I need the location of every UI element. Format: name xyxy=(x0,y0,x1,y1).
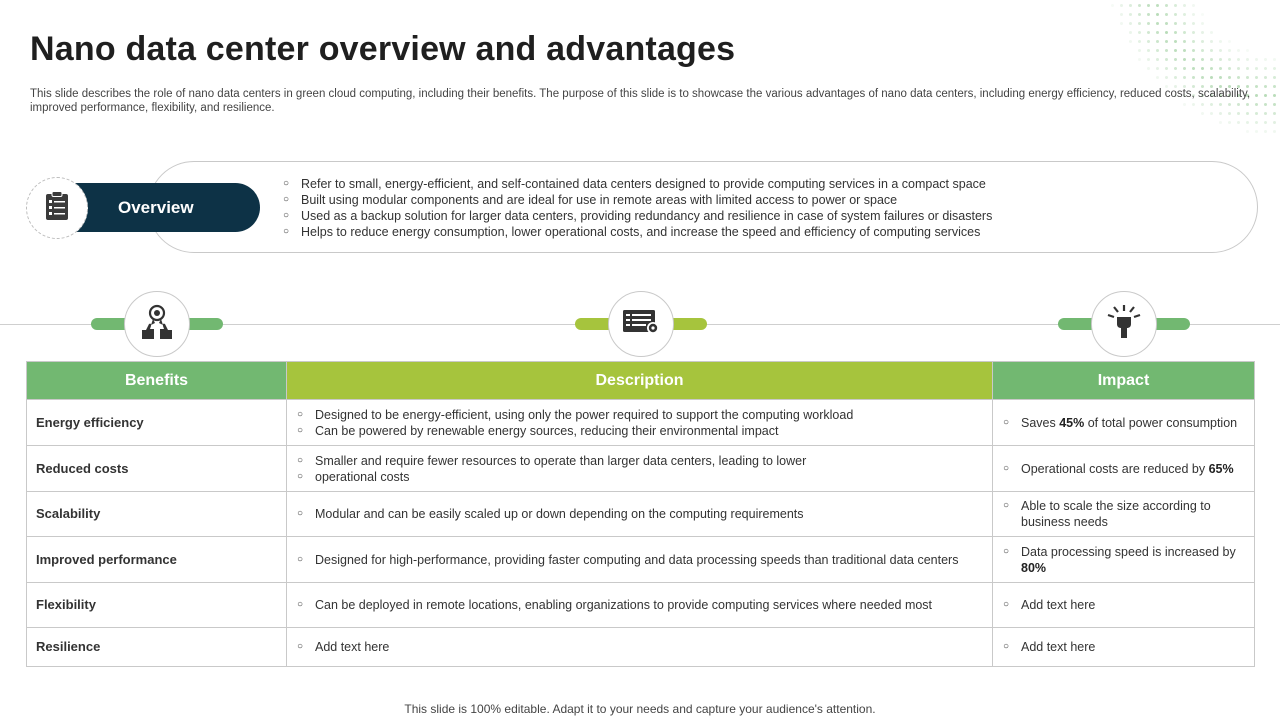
decorative-dot xyxy=(1201,49,1204,52)
description-point: ○ operational costs xyxy=(295,469,984,485)
page-subtitle: This slide describes the role of nano data centers in green cloud computing, including their benefits. The purpose of this slide is to showcase the various advantages of nano data centers, including energy efficiency, reduced costs, scalability, improved performance, flexibility, and resilience. xyxy=(30,88,1251,114)
impact-point xyxy=(1001,415,1246,431)
decorative-dot xyxy=(1264,58,1267,61)
decorative-dot xyxy=(1192,22,1195,25)
decorative-dot xyxy=(1246,76,1249,79)
page-title: Nano data center overview and advantages xyxy=(30,30,736,68)
impact-point xyxy=(1001,597,1246,613)
decorative-dot xyxy=(1273,67,1276,70)
decorative-dot xyxy=(1165,4,1168,7)
benefits-icon-circle xyxy=(124,291,190,357)
decorative-dot xyxy=(1255,67,1258,70)
decorative-dot xyxy=(1129,40,1132,43)
decorative-dot xyxy=(1192,58,1195,61)
decorative-dot xyxy=(1147,40,1150,43)
decorative-dot xyxy=(1264,94,1267,97)
decorative-dot xyxy=(1156,40,1159,43)
impact-point xyxy=(1001,461,1246,477)
decorative-dot xyxy=(1156,4,1159,7)
decorative-dot xyxy=(1246,130,1249,133)
impact-cell xyxy=(993,492,1255,537)
description-cell xyxy=(287,583,993,628)
decorative-dot xyxy=(1255,121,1258,124)
decorative-dot xyxy=(1174,4,1177,7)
decorative-dot xyxy=(1210,31,1213,34)
decorative-dot xyxy=(1210,67,1213,70)
server-settings-icon xyxy=(621,308,661,341)
decorative-dot xyxy=(1246,49,1249,52)
decorative-dot xyxy=(1156,67,1159,70)
decorative-dot xyxy=(1156,13,1159,16)
decorative-dot xyxy=(1165,76,1168,79)
decorative-dot xyxy=(1174,67,1177,70)
decorative-dot xyxy=(1183,4,1186,7)
decorative-dot xyxy=(1201,67,1204,70)
decorative-dot xyxy=(1192,49,1195,52)
decorative-dot xyxy=(1273,76,1276,79)
decorative-dot xyxy=(1138,31,1141,34)
decorative-dot xyxy=(1228,76,1231,79)
overview-point: ○ Helps to reduce energy consumption, lower operational costs, and increase the speed and efficiency of computing services xyxy=(283,224,992,240)
decorative-dot xyxy=(1192,76,1195,79)
decorative-dot xyxy=(1138,49,1141,52)
decorative-dot xyxy=(1183,67,1186,70)
decorative-dot xyxy=(1237,121,1240,124)
decorative-dot xyxy=(1156,58,1159,61)
decorative-dot xyxy=(1183,76,1186,79)
decorative-dot xyxy=(1192,67,1195,70)
decorative-dot xyxy=(1174,76,1177,79)
decorative-dot xyxy=(1210,49,1213,52)
description-point: ○ Designed for high-performance, providing faster computing and data processing speeds than traditional data centers xyxy=(295,552,984,568)
benefit-cell: Reduced costs xyxy=(27,446,287,492)
impact-cell xyxy=(993,628,1255,667)
decorative-dot xyxy=(1237,67,1240,70)
decorative-dot xyxy=(1165,31,1168,34)
description-cell xyxy=(287,400,993,446)
decorative-dot xyxy=(1201,31,1204,34)
decorative-dot xyxy=(1138,40,1141,43)
decorative-dot xyxy=(1264,112,1267,115)
decorative-dot xyxy=(1147,22,1150,25)
decorative-dot xyxy=(1192,31,1195,34)
decorative-dot xyxy=(1120,22,1123,25)
decorative-dot xyxy=(1165,58,1168,61)
impact-text: Saves xyxy=(1021,415,1060,430)
decorative-dot xyxy=(1255,130,1258,133)
clipboard-icon xyxy=(45,191,69,226)
decorative-dot xyxy=(1138,4,1141,7)
impact-text: Add text here xyxy=(1021,640,1096,654)
decorative-dot xyxy=(1183,40,1186,43)
impact-text: Operational costs are reduced by xyxy=(1021,461,1209,476)
decorative-dot xyxy=(1156,49,1159,52)
description-point: ○ Modular and can be easily scaled up or down depending on the computing requirements xyxy=(295,506,984,522)
decorative-dot xyxy=(1219,58,1222,61)
decorative-dot xyxy=(1273,130,1276,133)
table-row xyxy=(27,492,1255,537)
decorative-dot xyxy=(1147,4,1150,7)
decorative-dot xyxy=(1201,40,1204,43)
benefit-cell: Improved performance xyxy=(27,537,287,583)
table-row xyxy=(27,537,1255,583)
decorative-dot xyxy=(1264,121,1267,124)
benefit-cell: Energy efficiency xyxy=(27,400,287,446)
impact-point xyxy=(1001,639,1246,655)
table-row xyxy=(27,628,1255,667)
decorative-dot xyxy=(1255,85,1258,88)
decorative-dot xyxy=(1156,31,1159,34)
decorative-dot xyxy=(1183,58,1186,61)
description-point: ○ Designed to be energy-efficient, using only the power required to support the computing workload xyxy=(295,407,984,423)
decorative-dot xyxy=(1255,112,1258,115)
decorative-dot xyxy=(1219,121,1222,124)
decorative-dot xyxy=(1228,40,1231,43)
overview-points xyxy=(283,176,992,240)
impact-icon-circle xyxy=(1091,291,1157,357)
decorative-dot xyxy=(1147,13,1150,16)
impact-text: Data processing speed is increased by xyxy=(1021,544,1236,559)
decorative-dot xyxy=(1219,40,1222,43)
decorative-dot xyxy=(1120,4,1123,7)
impact-point xyxy=(1001,498,1246,530)
decorative-dot xyxy=(1138,13,1141,16)
impact-cell xyxy=(993,537,1255,583)
decorative-dot xyxy=(1255,103,1258,106)
description-cell xyxy=(287,628,993,667)
decorative-dot xyxy=(1255,76,1258,79)
decorative-dot xyxy=(1228,58,1231,61)
table-row xyxy=(27,446,1255,492)
decorative-dot xyxy=(1255,58,1258,61)
description-icon-circle xyxy=(608,291,674,357)
impact-value: 80% xyxy=(1021,560,1047,575)
decorative-dot xyxy=(1147,31,1150,34)
benefits-table xyxy=(26,361,1255,667)
decorative-dot xyxy=(1165,22,1168,25)
decorative-dot xyxy=(1129,4,1132,7)
description-header: Description xyxy=(287,362,993,400)
decorative-dot xyxy=(1192,13,1195,16)
decorative-dot xyxy=(1147,67,1150,70)
decorative-dot xyxy=(1201,76,1204,79)
description-point: ○ Add text here xyxy=(295,639,984,655)
decorative-dot xyxy=(1237,76,1240,79)
decorative-dot xyxy=(1174,13,1177,16)
overview-icon-circle xyxy=(26,177,88,239)
decorative-dot xyxy=(1264,130,1267,133)
decorative-dot xyxy=(1264,76,1267,79)
decorative-dot xyxy=(1219,76,1222,79)
decorative-dot xyxy=(1129,22,1132,25)
decorative-dot xyxy=(1147,49,1150,52)
decorative-dot xyxy=(1246,67,1249,70)
decorative-dot xyxy=(1273,103,1276,106)
decorative-dot xyxy=(1273,85,1276,88)
decorative-dot xyxy=(1183,31,1186,34)
decorative-dot xyxy=(1138,58,1141,61)
description-cell xyxy=(287,537,993,583)
decorative-dot xyxy=(1273,94,1276,97)
decorative-dot xyxy=(1129,13,1132,16)
decorative-dot xyxy=(1156,76,1159,79)
decorative-dot xyxy=(1111,4,1114,7)
decorative-dot xyxy=(1174,49,1177,52)
decorative-dot xyxy=(1246,121,1249,124)
decorative-dot xyxy=(1228,49,1231,52)
description-point: ○ Can be deployed in remote locations, enabling organizations to provide computing services where needed most xyxy=(295,597,984,613)
impact-point xyxy=(1001,544,1246,576)
decorative-dot xyxy=(1165,13,1168,16)
decorative-dot-pattern xyxy=(990,0,1280,140)
decorative-dot xyxy=(1138,22,1141,25)
decorative-dot xyxy=(1174,58,1177,61)
benefit-cell: Resilience xyxy=(27,628,287,667)
decorative-dot xyxy=(1192,40,1195,43)
impact-cell xyxy=(993,583,1255,628)
decorative-dot xyxy=(1237,49,1240,52)
decorative-dot xyxy=(1201,58,1204,61)
decorative-dot xyxy=(1183,13,1186,16)
fist-impact-icon xyxy=(1105,303,1143,346)
decorative-dot xyxy=(1255,94,1258,97)
decorative-dot xyxy=(1174,40,1177,43)
decorative-dot xyxy=(1210,58,1213,61)
impact-text: Add text here xyxy=(1021,598,1096,612)
thumbs-up-badge-icon xyxy=(139,303,175,346)
table-row xyxy=(27,583,1255,628)
decorative-dot xyxy=(1264,103,1267,106)
decorative-dot xyxy=(1228,67,1231,70)
decorative-dot xyxy=(1210,40,1213,43)
decorative-dot xyxy=(1273,58,1276,61)
decorative-dot xyxy=(1165,40,1168,43)
decorative-dot xyxy=(1201,13,1204,16)
decorative-dot xyxy=(1129,31,1132,34)
decorative-dot xyxy=(1165,67,1168,70)
impact-cell xyxy=(993,446,1255,492)
overview-point: ○ Refer to small, energy-efficient, and self-contained data centers designed to provide computing services in a compact space xyxy=(283,176,992,192)
benefit-cell: Scalability xyxy=(27,492,287,537)
description-point: ○ Smaller and require fewer resources to operate than larger data centers, leading to lower xyxy=(295,453,984,469)
decorative-dot xyxy=(1174,31,1177,34)
decorative-dot xyxy=(1219,49,1222,52)
overview-label: Overview xyxy=(60,183,260,232)
table-header-row xyxy=(27,362,1255,400)
decorative-dot xyxy=(1174,22,1177,25)
decorative-dot xyxy=(1183,22,1186,25)
overview-point: ○ Built using modular components and are ideal for use in remote areas with limited access to power or space xyxy=(283,192,992,208)
decorative-dot xyxy=(1120,13,1123,16)
impact-cell xyxy=(993,400,1255,446)
decorative-dot xyxy=(1264,85,1267,88)
decorative-dot xyxy=(1147,58,1150,61)
table-row xyxy=(27,400,1255,446)
impact-text: Able to scale the size according to business needs xyxy=(1021,499,1211,529)
overview-point: ○ Used as a backup solution for larger data centers, providing redundancy and resilience in case of system failures or disasters xyxy=(283,208,992,224)
decorative-dot xyxy=(1246,58,1249,61)
decorative-dot xyxy=(1156,22,1159,25)
description-cell xyxy=(287,492,993,537)
benefits-header: Benefits xyxy=(27,362,287,400)
decorative-dot xyxy=(1237,58,1240,61)
decorative-dot xyxy=(1273,112,1276,115)
decorative-dot xyxy=(1210,76,1213,79)
decorative-dot xyxy=(1273,121,1276,124)
impact-value: 65% xyxy=(1208,461,1234,476)
impact-value: 45% xyxy=(1059,415,1085,430)
impact-text: of total power consumption xyxy=(1084,415,1238,430)
footer-note: This slide is 100% editable. Adapt it to your needs and capture your audience's attention. xyxy=(404,702,876,716)
benefit-cell: Flexibility xyxy=(27,583,287,628)
description-cell xyxy=(287,446,993,492)
decorative-dot xyxy=(1165,49,1168,52)
description-point: ○ Can be powered by renewable energy sources, reducing their environmental impact xyxy=(295,423,984,439)
decorative-dot xyxy=(1192,4,1195,7)
decorative-dot xyxy=(1264,67,1267,70)
decorative-dot xyxy=(1219,67,1222,70)
decorative-dot xyxy=(1228,121,1231,124)
impact-header: Impact xyxy=(993,362,1255,400)
decorative-dot xyxy=(1201,22,1204,25)
decorative-dot xyxy=(1183,49,1186,52)
